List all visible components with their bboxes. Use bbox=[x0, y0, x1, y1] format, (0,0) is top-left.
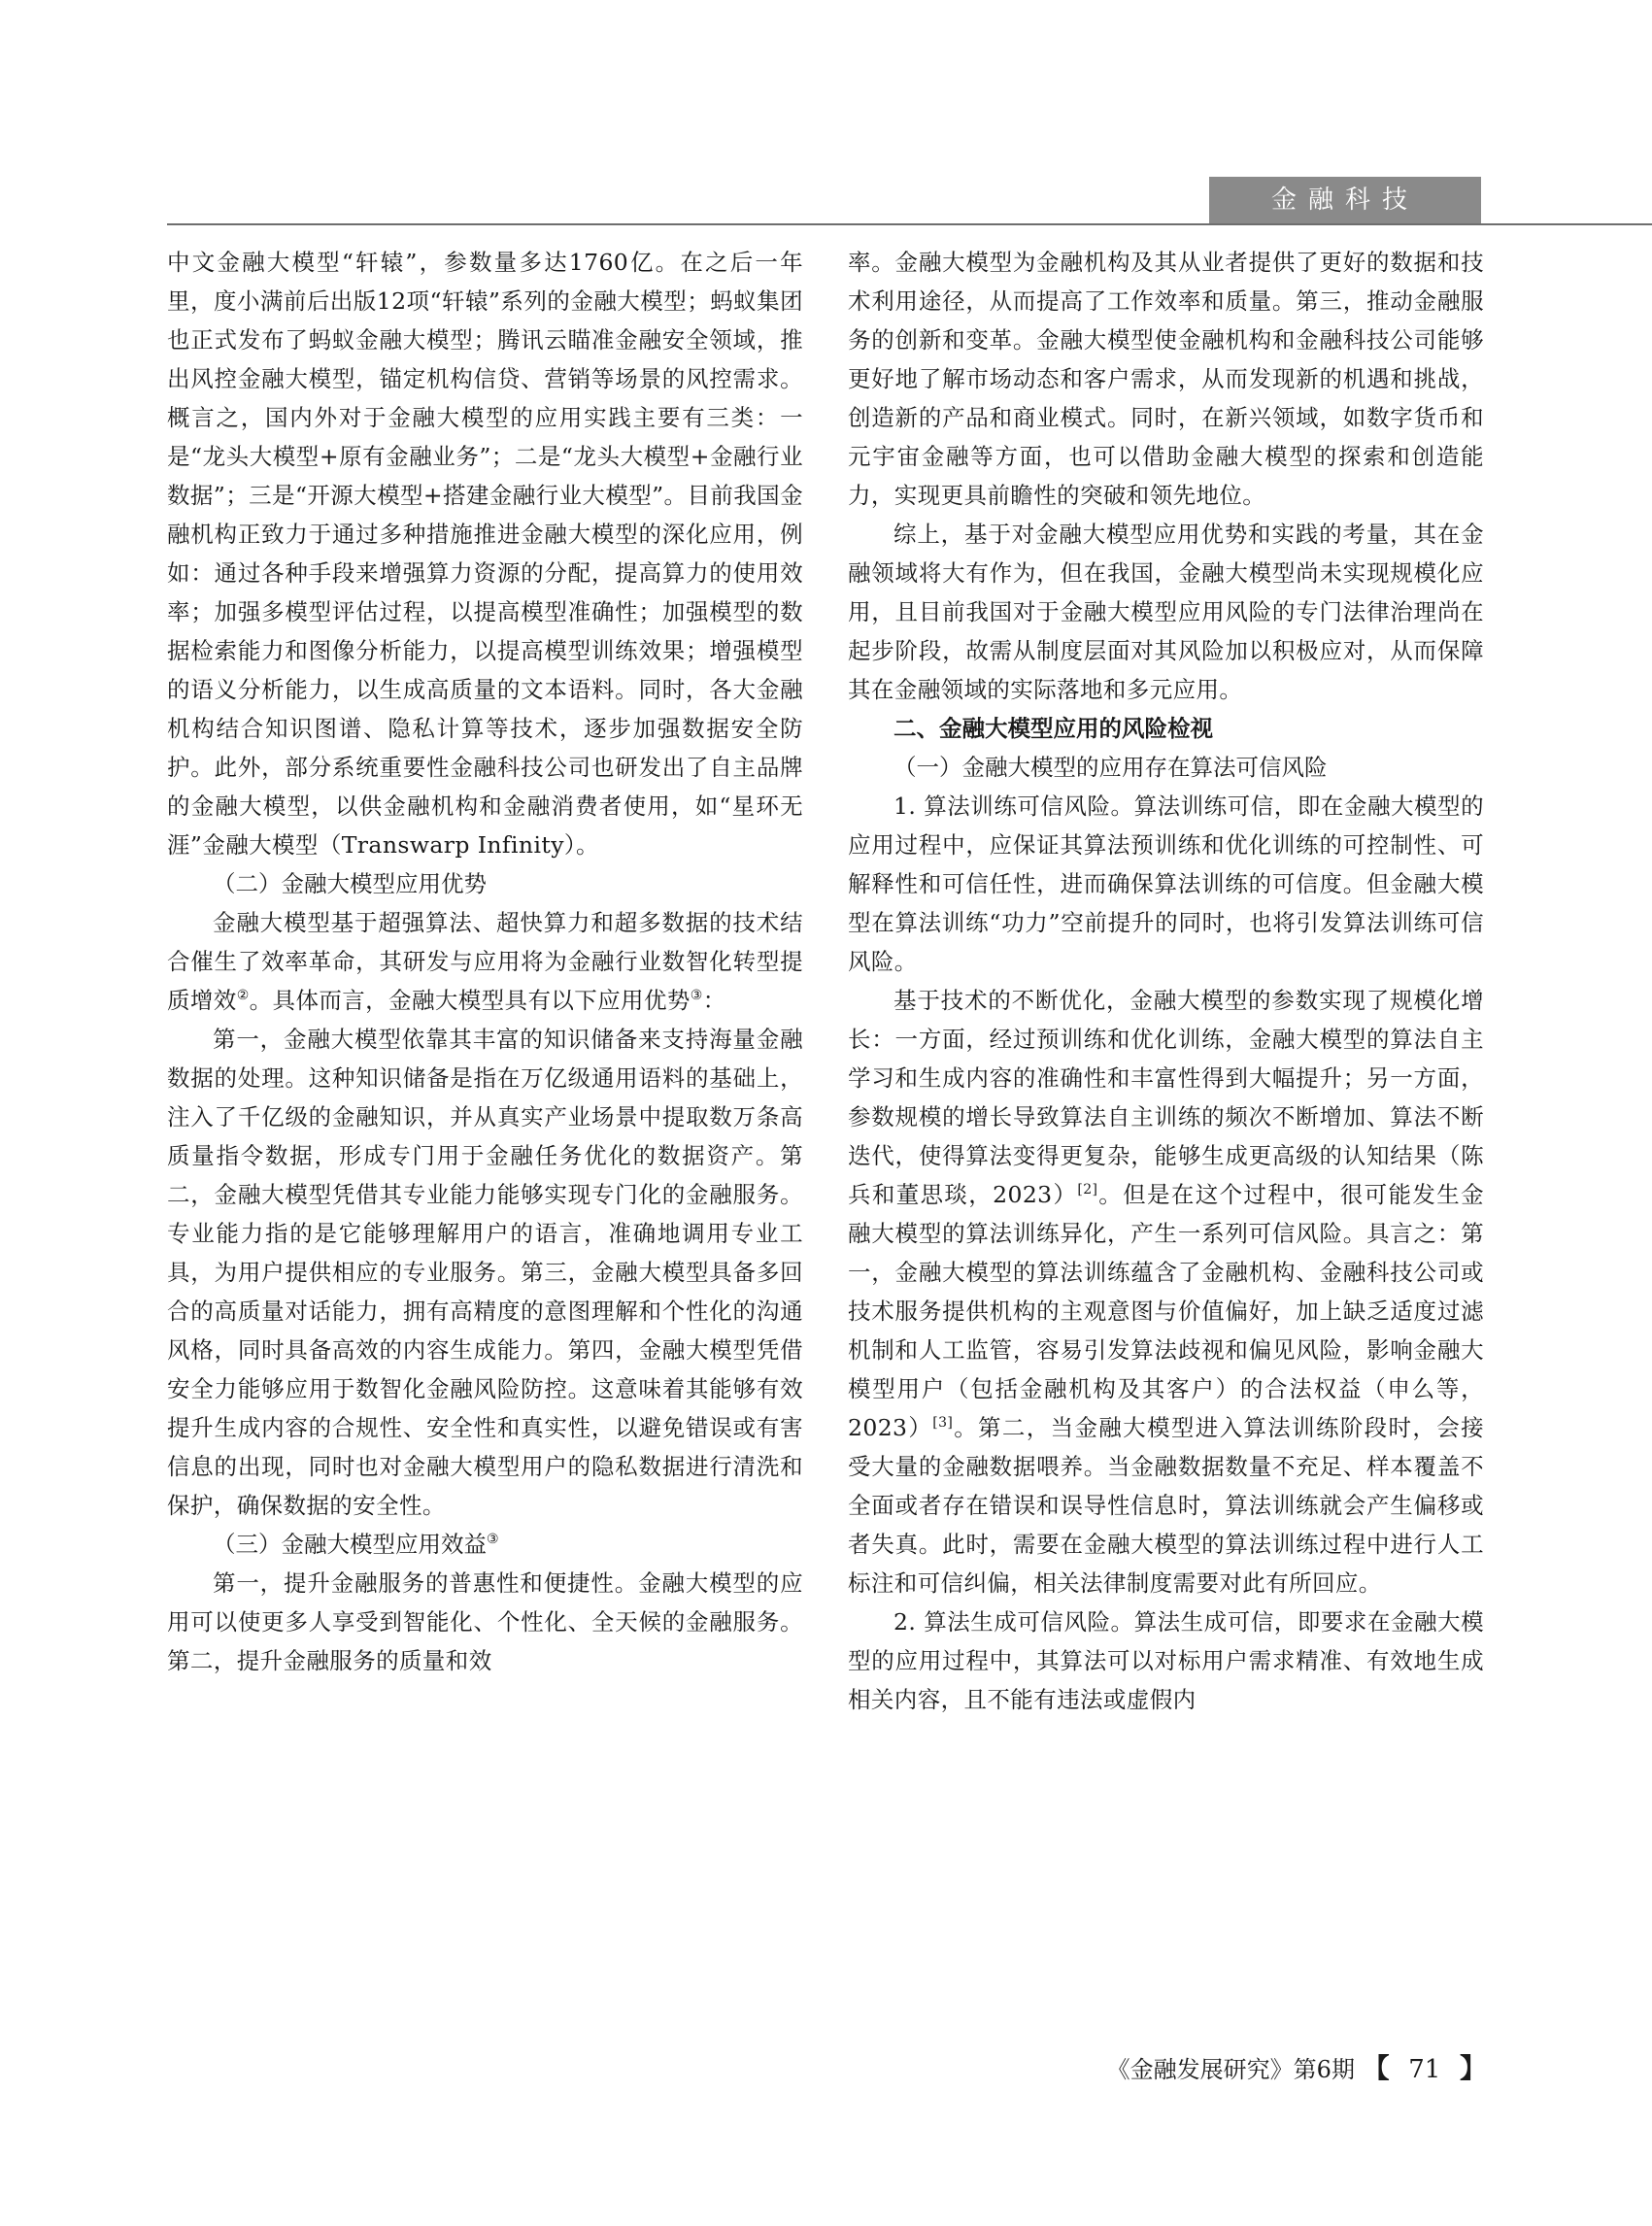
paragraph: 中文金融大模型“轩辕”，参数量多达1760亿。在之后一年里，度小满前后出版12项“轩辕”系列的金融大模型；蚂蚁集团也正式发布了蚂蚁金融大模型；腾讯云瞄准金融安全领域，推出风控金融大模型，锚定机构信贷、营销等场景的风控需求。概言之，国内外对于金融大模型的应用实践主要有三类：一是“龙头大模型+原有金融业务”；二是“龙头大模型+金融行业数据”；三是“开源大模型+搭建金融行业大模型”。目前我国金融机构正致力于通过多种措施推进金融大模型的深化应用，例如：通过各种手段来增强算力资源的分配，提高算力的使用效率；加强多模型评估过程，以提高模型准确性；加强模型的数据检索能力和图像分析能力，以提高模型训练效果；增强模型的语义分析能力，以生成高质量的文本语料。同时，各大金融机构结合知识图谱、隐私计算等技术，逐步加强数据安全防护。此外，部分系统重要性金融科技公司也研发出了自主品牌的金融大模型，以供金融机构和金融消费者使用，如“星环无涯”金融大模型（Transwarp Infinity）。 bbox=[167, 249, 803, 859]
paragraph-text: 基于技术的不断优化，金融大模型的参数实现了规模化增长：一方面，经过预训练和优化训练，金融大模型的算法自主学习和生成内容的准确性和丰富性得到大幅提升；另一方面，参数规模的增长导致算法自主训练的频次不断增加、算法不断迭代，使得算法变得更复杂，能够生成更高级的认知结果（陈兵和董思琰，2023） bbox=[848, 987, 1484, 1208]
footnote-ref: ③ bbox=[487, 1532, 499, 1548]
paragraph-text: ： bbox=[702, 987, 726, 1014]
bracket-close: 】 bbox=[1459, 2052, 1487, 2084]
paragraph bbox=[167, 903, 803, 1020]
section-tab: 金融科技 bbox=[1209, 177, 1481, 223]
subsection-heading: （一）金融大模型的应用存在算法可信风险 bbox=[893, 754, 1328, 781]
footnote-ref: ② bbox=[236, 988, 250, 1004]
page-number: 71 bbox=[1408, 2055, 1441, 2084]
right-column bbox=[848, 243, 1484, 2020]
section-heading: 二、金融大模型应用的风险检视 bbox=[893, 715, 1213, 742]
paragraph: 综上，基于对金融大模型应用优势和实践的考量，其在金融领域将大有作为，但在我国，金融大模型尚未实现规模化应用，且目前我国对于金融大模型应用风险的专门法律治理尚在起步阶段，故需从制度层面对其风险加以积极应对，从而保障其在金融领域的实际落地和多元应用。 bbox=[848, 521, 1484, 703]
citation-ref: [3] bbox=[932, 1415, 954, 1432]
footnote-ref: ③ bbox=[690, 988, 703, 1004]
left-column bbox=[167, 243, 803, 2020]
subsection-heading bbox=[167, 1525, 803, 1564]
paragraph: 第一，提升金融服务的普惠性和便捷性。金融大模型的应用可以使更多人享受到智能化、个性化、全天候的金融服务。第二，提升金融服务的质量和效 bbox=[167, 1569, 803, 1674]
journal-name: 《金融发展研究》第6期 bbox=[1106, 2056, 1355, 2083]
page-footer bbox=[1107, 2047, 1487, 2086]
subsection-heading: （二）金融大模型应用优势 bbox=[213, 870, 487, 897]
paragraph-text: 金融大模型基于超强算法、超快算力和超多数据的技术结合催生了效率革命，其研发与应用将为金融行业数智化转型提质增效 bbox=[167, 909, 803, 1014]
paragraph: 2. 算法生成可信风险。算法生成可信，即要求在金融大模型的应用过程中，其算法可以对标用户需求精准、有效地生成相关内容，且不能有违法或虚假内 bbox=[848, 1608, 1484, 1713]
bracket-open: 【 bbox=[1362, 2052, 1390, 2084]
paragraph-text: 。具体而言，金融大模型具有以下应用优势 bbox=[249, 987, 691, 1014]
paragraph: 第一，金融大模型依靠其丰富的知识储备来支持海量金融数据的处理。这种知识储备是指在万亿级通用语料的基础上，注入了千亿级的金融知识，并从真实产业场景中提取数万条高质量指令数据，形成专门用于金融任务优化的数据资产。第二，金融大模型凭借其专业能力能够实现专门化的金融服务。专业能力指的是它能够理解用户的语言，准确地调用专业工具，为用户提供相应的专业服务。第三，金融大模型具备多回合的高质量对话能力，拥有高精度的意图理解和个性化的沟通风格，同时具备高效的内容生成能力。第四，金融大模型凭借安全力能够应用于数智化金融风险防控。这意味着其能够有效提升生成内容的合规性、安全性和真实性，以避免错误或有害信息的出现，同时也对金融大模型用户的隐私数据进行清洗和保护，确保数据的安全性。 bbox=[167, 1026, 803, 1519]
header-rule bbox=[167, 223, 1652, 225]
citation-ref: [2] bbox=[1077, 1182, 1098, 1198]
paragraph-text: 。第二，当金融大模型进入算法训练阶段时，会接受大量的金融数据喂养。当金融数据数量不充足、样本覆盖不全面或者存在错误和误导性信息时，算法训练就会产生偏移或者失真。此时，需要在金融大模型的算法训练过程中进行人工标注和可信纠偏，相关法律制度需要对此有所回应。 bbox=[848, 1414, 1484, 1597]
paragraph: 率。金融大模型为金融机构及其从业者提供了更好的数据和技术利用途径，从而提高了工作效率和质量。第三，推动金融服务的创新和变革。金融大模型使金融机构和金融科技公司能够更好地了解市场动态和客户需求，从而发现新的机遇和挑战，创造新的产品和商业模式。同时，在新兴领域，如数字货币和元宇宙金融等方面，也可以借助金融大模型的探索和创造能力，实现更具前瞻性的突破和领先地位。 bbox=[848, 249, 1484, 509]
paragraph-text: 。但是在这个过程中，很可能发生金融大模型的算法训练异化，产生一系列可信风险。具言之：第一，金融大模型的算法训练蕴含了金融机构、金融科技公司或技术服务提供机构的主观意图与价值偏好，加上缺乏适度过滤机制和人工监管，容易引发算法歧视和偏见风险，影响金融大模型用户（包括金融机构及其客户）的合法权益（申么等，2023） bbox=[848, 1181, 1484, 1441]
paragraph: 1. 算法训练可信风险。算法训练可信，即在金融大模型的应用过程中，应保证其算法预训练和优化训练的可控制性、可解释性和可信任性，进而确保算法训练的可信度。但金融大模型在算法训练“功力”空前提升的同时，也将引发算法训练可信风险。 bbox=[848, 793, 1484, 975]
paragraph bbox=[848, 981, 1484, 1602]
heading-text: （三）金融大模型应用效益 bbox=[213, 1531, 487, 1558]
